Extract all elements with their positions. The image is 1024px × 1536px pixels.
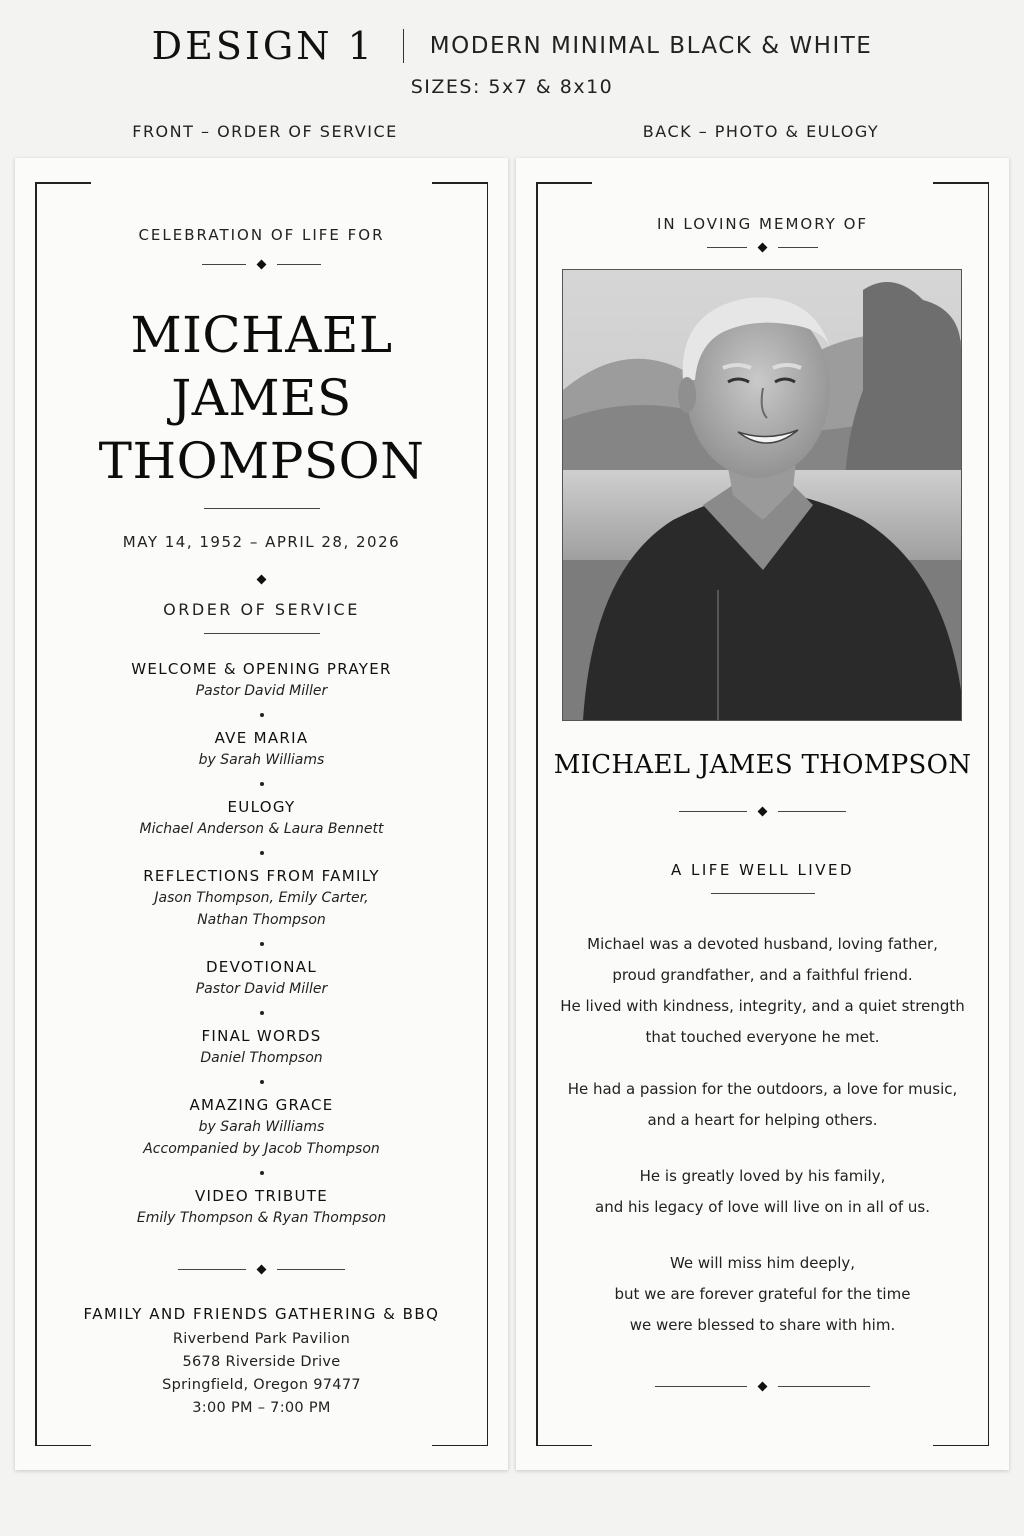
eulogy-line: but we are forever grateful for the time bbox=[614, 1285, 911, 1303]
service-item-title: AMAZING GRACE bbox=[189, 1096, 334, 1114]
service-item bbox=[15, 658, 508, 702]
gathering-title: FAMILY AND FRIENDS GATHERING & BBQ bbox=[83, 1305, 440, 1323]
dot-icon bbox=[260, 782, 264, 786]
name-line-middle: JAMES bbox=[171, 369, 352, 427]
service-item bbox=[15, 796, 508, 840]
service-item-title: EULOGY bbox=[227, 798, 296, 816]
dot-icon bbox=[260, 1080, 264, 1084]
service-item-title: WELCOME & OPENING PRAYER bbox=[131, 660, 392, 678]
service-item bbox=[15, 1185, 508, 1229]
eulogy-line: He lived with kindness, integrity, and a quiet strength bbox=[560, 997, 965, 1015]
portrait-image bbox=[563, 270, 961, 720]
service-separator-dot bbox=[15, 1069, 508, 1094]
back-panel-label: BACK – PHOTO & EULOGY bbox=[642, 122, 880, 141]
service-item-participant: Pastor David Miller bbox=[195, 981, 328, 997]
diamond-icon bbox=[257, 1265, 267, 1275]
service-item-participant: Accompanied by Jacob Thompson bbox=[143, 1141, 380, 1157]
dot-icon bbox=[260, 1011, 264, 1015]
eulogy-line: proud grandfather, and a faithful friend. bbox=[612, 966, 913, 984]
dot-icon bbox=[260, 942, 264, 946]
service-separator-dot bbox=[15, 1160, 508, 1185]
eulogy-paragraph bbox=[516, 1161, 1009, 1223]
front-bottom-divider bbox=[15, 1266, 508, 1273]
service-separator-dot bbox=[15, 931, 508, 956]
eulogy-line: Michael was a devoted husband, loving father, bbox=[587, 935, 938, 953]
front-top-divider bbox=[15, 261, 508, 268]
service-item bbox=[15, 956, 508, 1000]
page-title bbox=[0, 24, 1024, 68]
back-top-divider bbox=[516, 244, 1009, 251]
service-item-title: AVE MARIA bbox=[214, 729, 309, 747]
service-item-participant: Jason Thompson, Emily Carter, bbox=[154, 890, 369, 906]
eulogy-paragraph bbox=[516, 1248, 1009, 1341]
design-subtitle: MODERN MINIMAL BLACK & WHITE bbox=[429, 33, 873, 59]
service-item bbox=[15, 1094, 508, 1160]
eulogy-line: and his legacy of love will live on in all of us. bbox=[595, 1198, 930, 1216]
service-item-title: VIDEO TRIBUTE bbox=[194, 1187, 329, 1205]
memory-label: IN LOVING MEMORY OF bbox=[656, 215, 869, 233]
eulogy-line: He had a passion for the outdoors, a love for music, bbox=[567, 1080, 958, 1098]
service-item-participant: Michael Anderson & Laura Bennett bbox=[139, 821, 384, 837]
service-item-participant: Emily Thompson & Ryan Thompson bbox=[136, 1210, 387, 1226]
diamond-icon bbox=[257, 575, 267, 585]
dot-icon bbox=[260, 851, 264, 855]
sizes-label: SIZES: 5x7 & 8x10 bbox=[410, 76, 614, 98]
service-item bbox=[15, 1025, 508, 1069]
eulogy-line: He is greatly loved by his family, bbox=[639, 1167, 886, 1185]
gathering-time: 3:00 PM – 7:00 PM bbox=[192, 1400, 331, 1416]
service-separator-dot bbox=[15, 771, 508, 796]
eulogy-paragraph bbox=[516, 1074, 1009, 1136]
back-bottom-divider bbox=[516, 1383, 1009, 1390]
name-rule bbox=[15, 508, 508, 509]
service-item-title: FINAL WORDS bbox=[201, 1027, 322, 1045]
gathering-city: Springfield, Oregon 97477 bbox=[162, 1377, 361, 1393]
order-of-service-title: ORDER OF SERVICE bbox=[163, 600, 360, 619]
eulogy-line: and a heart for helping others. bbox=[647, 1111, 878, 1129]
gathering-venue: Riverbend Park Pavilion bbox=[172, 1331, 351, 1347]
diamond-icon bbox=[758, 243, 768, 253]
eulogy-block bbox=[516, 929, 1009, 1341]
name-line-first: MICHAEL bbox=[130, 306, 393, 364]
service-item bbox=[15, 727, 508, 771]
eulogy-paragraph bbox=[516, 929, 1009, 1053]
front-name-block bbox=[15, 304, 508, 493]
dot-icon bbox=[260, 713, 264, 717]
title-separator bbox=[403, 29, 404, 63]
service-item-title: DEVOTIONAL bbox=[205, 958, 318, 976]
diamond-icon bbox=[758, 1382, 768, 1392]
name-line-last: THOMPSON bbox=[98, 432, 425, 490]
dates-diamond bbox=[15, 568, 508, 587]
eulogy-line: we were blessed to share with him. bbox=[629, 1316, 896, 1334]
life-well-lived-title: A LIFE WELL LIVED bbox=[670, 861, 855, 879]
service-separator-dot bbox=[15, 1000, 508, 1025]
back-card bbox=[516, 158, 1009, 1470]
service-item-participant: by Sarah Williams bbox=[198, 752, 325, 768]
design-label: DESIGN 1 bbox=[151, 24, 375, 68]
service-separator-dot bbox=[15, 840, 508, 865]
service-item-title: REFLECTIONS FROM FAMILY bbox=[143, 867, 380, 885]
eulogy-line: that touched everyone he met. bbox=[645, 1028, 880, 1046]
front-card bbox=[15, 158, 508, 1470]
order-rule bbox=[15, 633, 508, 634]
diamond-icon bbox=[758, 807, 768, 817]
service-item bbox=[15, 865, 508, 931]
front-panel-label: FRONT – ORDER OF SERVICE bbox=[132, 122, 398, 141]
gathering-address: 5678 Riverside Drive bbox=[182, 1354, 341, 1370]
service-item-participant: Daniel Thompson bbox=[200, 1050, 323, 1066]
service-list bbox=[15, 658, 508, 1229]
life-title-rule bbox=[516, 893, 1009, 894]
back-name-divider bbox=[516, 808, 1009, 815]
eulogy-line: We will miss him deeply, bbox=[669, 1254, 856, 1272]
portrait-photo bbox=[562, 269, 962, 721]
gathering-details bbox=[15, 1328, 508, 1420]
service-separator-dot bbox=[15, 702, 508, 727]
dot-icon bbox=[260, 1171, 264, 1175]
life-dates: MAY 14, 1952 – APRIL 28, 2026 bbox=[122, 533, 401, 551]
diamond-icon bbox=[257, 260, 267, 270]
celebration-label: CELEBRATION OF LIFE FOR bbox=[138, 226, 385, 244]
back-name: MICHAEL JAMES THOMPSON bbox=[553, 750, 972, 780]
service-item-participant: Nathan Thompson bbox=[197, 912, 326, 928]
service-item-participant: Pastor David Miller bbox=[195, 683, 328, 699]
service-item-participant: by Sarah Williams bbox=[198, 1119, 325, 1135]
